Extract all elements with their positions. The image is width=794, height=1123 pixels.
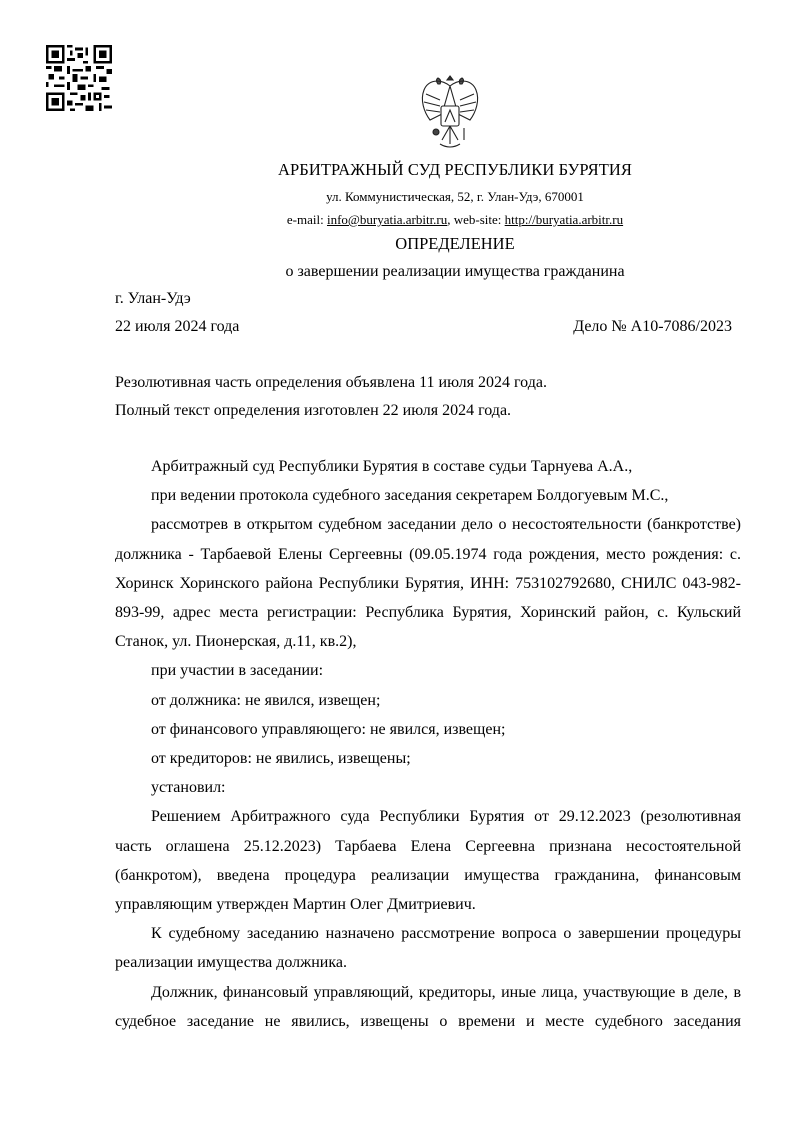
case-number: Дело № А10-7086/2023 xyxy=(573,318,732,335)
paragraph: рассмотрев в открытом судебном заседании дело о несостоятельности (банкротстве) должника - Тарбаевой Елены Сергеевны (09.05.1974 года рождения, место рождения: с. Хоринск Хоринского района Республики Бурятия, ИНН: 753102792680, СНИЛС 043-982-893-99, адрес места регистрации: Республика Бурятия, Хоринский район, с. Кульский Станок, ул. Пионерская, д.11, кв.2), xyxy=(115,516,741,651)
full-text-made: Полный текст определения изготовлен 22 июля 2024 года. xyxy=(115,402,512,419)
paragraph: Арбитражный суд Республики Бурятия в составе судьи Тарнуева А.А., xyxy=(151,458,633,475)
document-type: ОПРЕДЕЛЕНИЕ xyxy=(395,234,515,253)
paragraph: Решением Арбитражного суда Республики Бурятия от 29.12.2023 (резолютивная часть оглашена 25.12.2023) Тарбаева Елена Сергеевна признана несостоятельной (банкротом), введена процедура реализации имущества гражданина, финансовым управляющим утвержден Мартин Олег Дмитриевич. xyxy=(115,808,741,914)
resolution-announced: Резолютивная часть определения объявлена 11 июля 2024 года. xyxy=(115,374,547,391)
document-subject: о завершении реализации имущества гражданина xyxy=(285,263,625,280)
paragraph: установил: xyxy=(151,779,226,797)
qr-code-icon xyxy=(45,45,113,111)
paragraph: при участии в заседании: xyxy=(151,662,324,680)
court-contacts xyxy=(0,212,794,228)
website-link[interactable]: http://buryatia.arbitr.ru xyxy=(504,212,624,227)
court-address: ул. Коммунистическая, 52, г. Улан-Удэ, 670001 xyxy=(326,189,584,204)
email-label: e-mail: xyxy=(286,212,327,227)
paragraph: К судебному заседанию назначено рассмотрение вопроса о завершении процедуры реализации имущества должника. xyxy=(115,925,741,972)
paragraph: от финансового управляющего: не явился, извещен; xyxy=(151,720,506,738)
court-name: АРБИТРАЖНЫЙ СУД РЕСПУБЛИКИ БУРЯТИЯ xyxy=(277,160,633,179)
paragraph: Должник, финансовый управляющий, кредиторы, иные лица, участвующие в деле, в судебное заседание не явились, извещены о времени и месте судебного заседания xyxy=(115,983,741,1030)
document-date: 22 июля 2024 года xyxy=(115,318,240,335)
paragraph: при ведении протокола судебного заседания секретарем Болдогуевым М.С., xyxy=(151,487,669,505)
website-label: , web-site: xyxy=(447,212,505,227)
paragraph: от кредиторов: не явились, извещены; xyxy=(151,750,411,768)
coat-of-arms-icon xyxy=(414,72,486,154)
document-body xyxy=(115,452,741,1036)
paragraph: от должника: не явился, извещен; xyxy=(151,691,381,709)
email-link[interactable]: info@buryatia.arbitr.ru xyxy=(326,212,448,227)
city: г. Улан-Удэ xyxy=(115,290,191,307)
